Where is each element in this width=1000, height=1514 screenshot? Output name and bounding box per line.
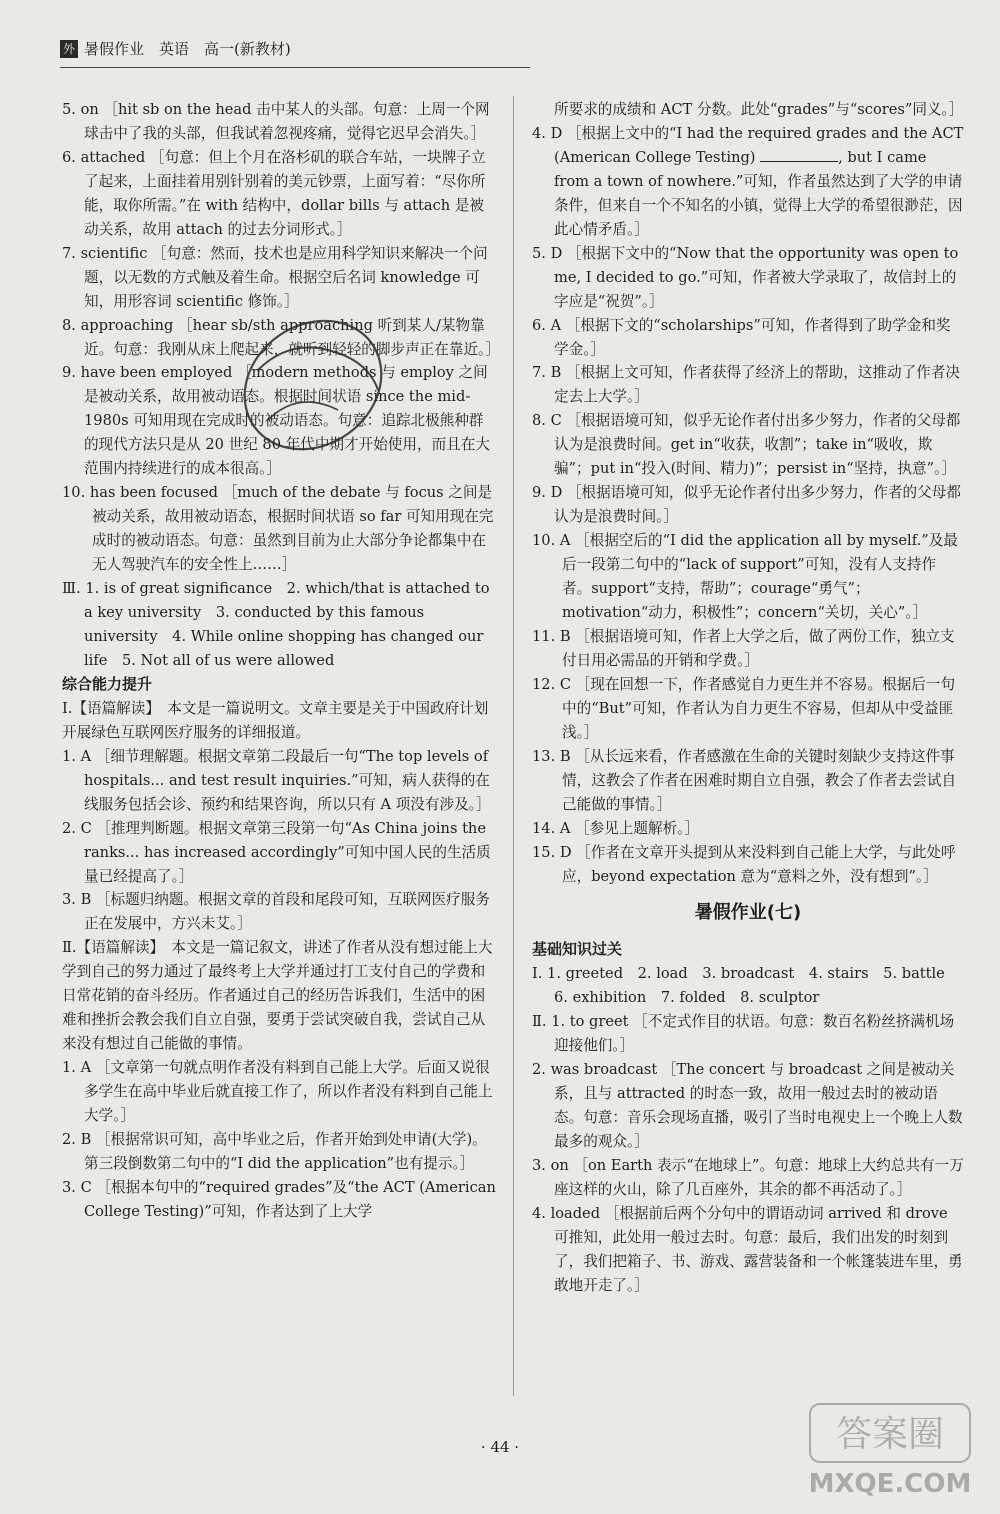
watermark-top-text: 答案圈 bbox=[835, 1414, 945, 1455]
answer-item: 1. A ［文章第一句就点明作者没有料到自己能上大学。后面又说很多学生在高中毕业后就直接工作了，所以作者没有料到自己能上大学。］ bbox=[62, 1059, 493, 1125]
answer-item: 3. on ［on Earth 表示“在地球上”。句意：地球上大约总共有一万座这样的火山，除了几百座外，其余的都不再活动了。］ bbox=[532, 1157, 964, 1198]
answer-item: 10. has been focused ［much of the debate 与 focus 之间是被动关系，故用被动语态，根据时间状语 so far 可知用现在完成时的被动语态。句意：虽然到目前为止大部分争论都集中在无人驾驶汽车的安全性上……］ bbox=[62, 484, 494, 574]
answer-text: 4. D ［根据上文中的“I had the required grades and the ACT (American College Testing) bbox=[532, 124, 964, 166]
section-three-answers: Ⅲ. 1. is of great significance 2. which/that is attached to a key university 3. conducted by this famous university 4. While online shopping has changed our life 5. Not all of us were allowed bbox=[62, 580, 490, 669]
continuation-text: 所要求的成绩和 ACT 分数。此处“grades”与“scores”同义。］ bbox=[554, 101, 964, 118]
watermark-bottom-text: MXQE.COM bbox=[808, 1469, 972, 1499]
section-heading: 基础知识过关 bbox=[532, 940, 623, 959]
answer-text: , but I came from a town of nowhere.”可知，作者虽然达到了大学的申请条件，但来自一个不知名的小镇，觉得上大学的希望很渺茫，因此心情矛盾。］ bbox=[554, 148, 963, 238]
answer-item: 14. A ［参见上题解析。］ bbox=[532, 819, 700, 837]
header-title: 暑假作业 英语 高一(新教材) bbox=[84, 40, 291, 58]
vocab-answers: Ⅰ. 1. greeted 2. load 3. broadcast 4. stairs 5. battle 6. exhibition 7. folded 8. sculptor bbox=[532, 965, 960, 1007]
answer-item: 3. C ［根据本句中的“required grades”及“the ACT (American College Testing)”可知，作者达到了上大学 bbox=[62, 1178, 496, 1220]
answer-item: 9. have been employed ［modern methods 与 employ 之间是被动关系，故用被动语态。根据时间状语 since the mid-1980s 可知用现在完成时的被动语态。句意：追踪北极熊种群的现代方法只是从 20 世纪 80 年代中期才开始使用，而且在大范围内持续进行的成本很高。］ bbox=[62, 364, 490, 478]
header-rule bbox=[60, 67, 530, 68]
answer-item: 9. D ［根据语境可知，似乎无论作者付出多少努力，作者的父母都认为是浪费时间。］ bbox=[532, 484, 961, 526]
passage-intro: Ⅰ.【语篇解读】 本文是一篇说明文。文章主要是关于中国政府计划开展绿色互联网医疗服务的详细报道。 bbox=[62, 699, 489, 741]
answer-item: 13. B ［从长远来看，作者感激在生命的关键时刻缺少支持这件事情，这教会了作者在困难时期自立自强，教会了作者去尝试自己能做的事情。］ bbox=[532, 747, 957, 813]
right-column bbox=[532, 98, 964, 1298]
answer-item: 1. A ［细节理解题。根据文章第二段最后一句“The top levels of hospitals... and test result inquiries.”可知，病人获得的在线服务包括会诊、预约和结果咨询，所以只有 A 项没有涉及。］ bbox=[62, 747, 491, 813]
answer-item: 10. A ［根据空后的“I did the application all by myself.”及最后一段第二句中的“lack of support”可知，没有人支持作者。support“支持，帮助”；courage“勇气”；motivation“动力，积极性”；concern“关切，关心”。］ bbox=[532, 532, 958, 622]
answer-item: 2. B ［根据常识可知，高中毕业之后，作者开始到处申请(大学)。第三段倒数第二句中的“I did the application”也有提示。］ bbox=[62, 1130, 487, 1172]
page-number: · 44 · bbox=[480, 1438, 520, 1456]
answer-item: 12. C ［现在回想一下，作者感觉自力更生并不容易。根据后一句中的“But”可知，作者认为自力更生不容易，但却从中受益匪浅。］ bbox=[532, 675, 956, 741]
answer-item: 5. on ［hit sb on the head 击中某人的头部。句意：上周一个网球击中了我的头部，但我试着忽视疼痛，觉得它迟早会消失。］ bbox=[62, 101, 490, 142]
column-divider bbox=[513, 96, 514, 1396]
answer-item: 8. C ［根据语境可知，似乎无论作者付出多少努力，作者的父母都认为是浪费时间。get in“收获，收割”；take in“吸收，欺骗”；put in“投入(时间、精力)”；persist in“坚持，执意”。］ bbox=[532, 412, 961, 478]
fill-blank bbox=[760, 147, 838, 162]
answer-item: 15. D ［作者在文章开头提到从来没料到自己能上大学，与此处呼应，beyond expectation 意为“意料之外，没有想到”。］ bbox=[532, 843, 956, 885]
answer-item: 4. loaded ［根据前后两个分句中的谓语动词 arrived 和 drove 可推知，此处用一般过去时。句意：最后，我们出发的时刻到了，我们把箱子、书、游戏、露营装备和一个帐篷装进车里，勇敢地开走了。］ bbox=[532, 1204, 963, 1294]
answer-item: 2. was broadcast ［The concert 与 broadcast 之间是被动关系，且与 attracted 的时态一致，故用一般过去时的被动语态。句意：音乐会现场直播，吸引了当时电视史上一个晚上人数最多的观众。］ bbox=[532, 1061, 963, 1151]
answer-item: 7. B ［根据上文可知，作者获得了经济上的帮助，这推动了作者决定去上大学。］ bbox=[532, 364, 960, 406]
answer-item: 7. scientific ［句意：然而，技术也是应用科学知识来解决一个问题，以无数的方式触及着生命。根据空后名词 knowledge 可知，用形容词 scientific 修饰。］ bbox=[62, 244, 488, 310]
left-column bbox=[62, 98, 498, 1224]
answer-item: 2. C ［推理判断题。根据文章第三段第一句“As China joins the ranks... has increased accordingly”可知中国人民的生活质量已经提高了。］ bbox=[62, 819, 491, 885]
answer-item: 8. approaching ［hear sb/sth approaching 听到某人/某物靠近。句意：我刚从床上爬起来，就听到轻轻的脚步声正在靠近。］ bbox=[62, 316, 500, 358]
answer-item: 11. B ［根据语境可知，作者上大学之后，做了两份工作，独立支付日用必需品的开销和学费。］ bbox=[532, 627, 955, 669]
answer-item: 6. A ［根据下文的“scholarships”可知，作者得到了助学金和奖学金。］ bbox=[532, 316, 951, 358]
unit-title: 暑假作业(七) bbox=[694, 902, 802, 924]
answer-item: 5. D ［根据下文中的“Now that the opportunity was open to me, I decided to go.”可知，作者被大学录取了，故信封上的字应是“祝贺”。］ bbox=[532, 244, 959, 310]
answer-item bbox=[532, 122, 964, 242]
answer-item: 3. B ［标题归纳题。根据文章的首段和尾段可知，互联网医疗服务正在发展中，方兴未艾。］ bbox=[62, 891, 490, 933]
answer-item: Ⅱ. 1. to greet ［不定式作目的状语。句意：数百名粉丝挤满机场迎接他们。］ bbox=[532, 1013, 955, 1055]
passage-intro: Ⅱ.【语篇解读】 本文是一篇记叙文，讲述了作者从没有想过能上大学到自己的努力通过了最终考上大学并通过打工支付自己的学费和日常花销的奋斗经历。作者通过自己的经历告诉我们，生活中的困难和挫折会教会我们自立自强，要勇于尝试突破自我，尝试自己从来没有想过自己能做的事情。 bbox=[62, 939, 493, 1053]
handwritten-stamp bbox=[228, 300, 398, 470]
page-header bbox=[60, 36, 520, 62]
section-heading: 综合能力提升 bbox=[62, 674, 153, 693]
subject-mark: 外 bbox=[60, 40, 78, 58]
answer-item: 6. attached ［句意：但上个月在洛杉矶的联合车站，一块牌子立了起来，上面挂着用别针别着的美元钞票，上面写着：“尽你所能，取你所需。”在 with 结构中，dollar bills 与 attach 是被动关系，故用 attach 的过去分词形式。］ bbox=[62, 148, 486, 238]
